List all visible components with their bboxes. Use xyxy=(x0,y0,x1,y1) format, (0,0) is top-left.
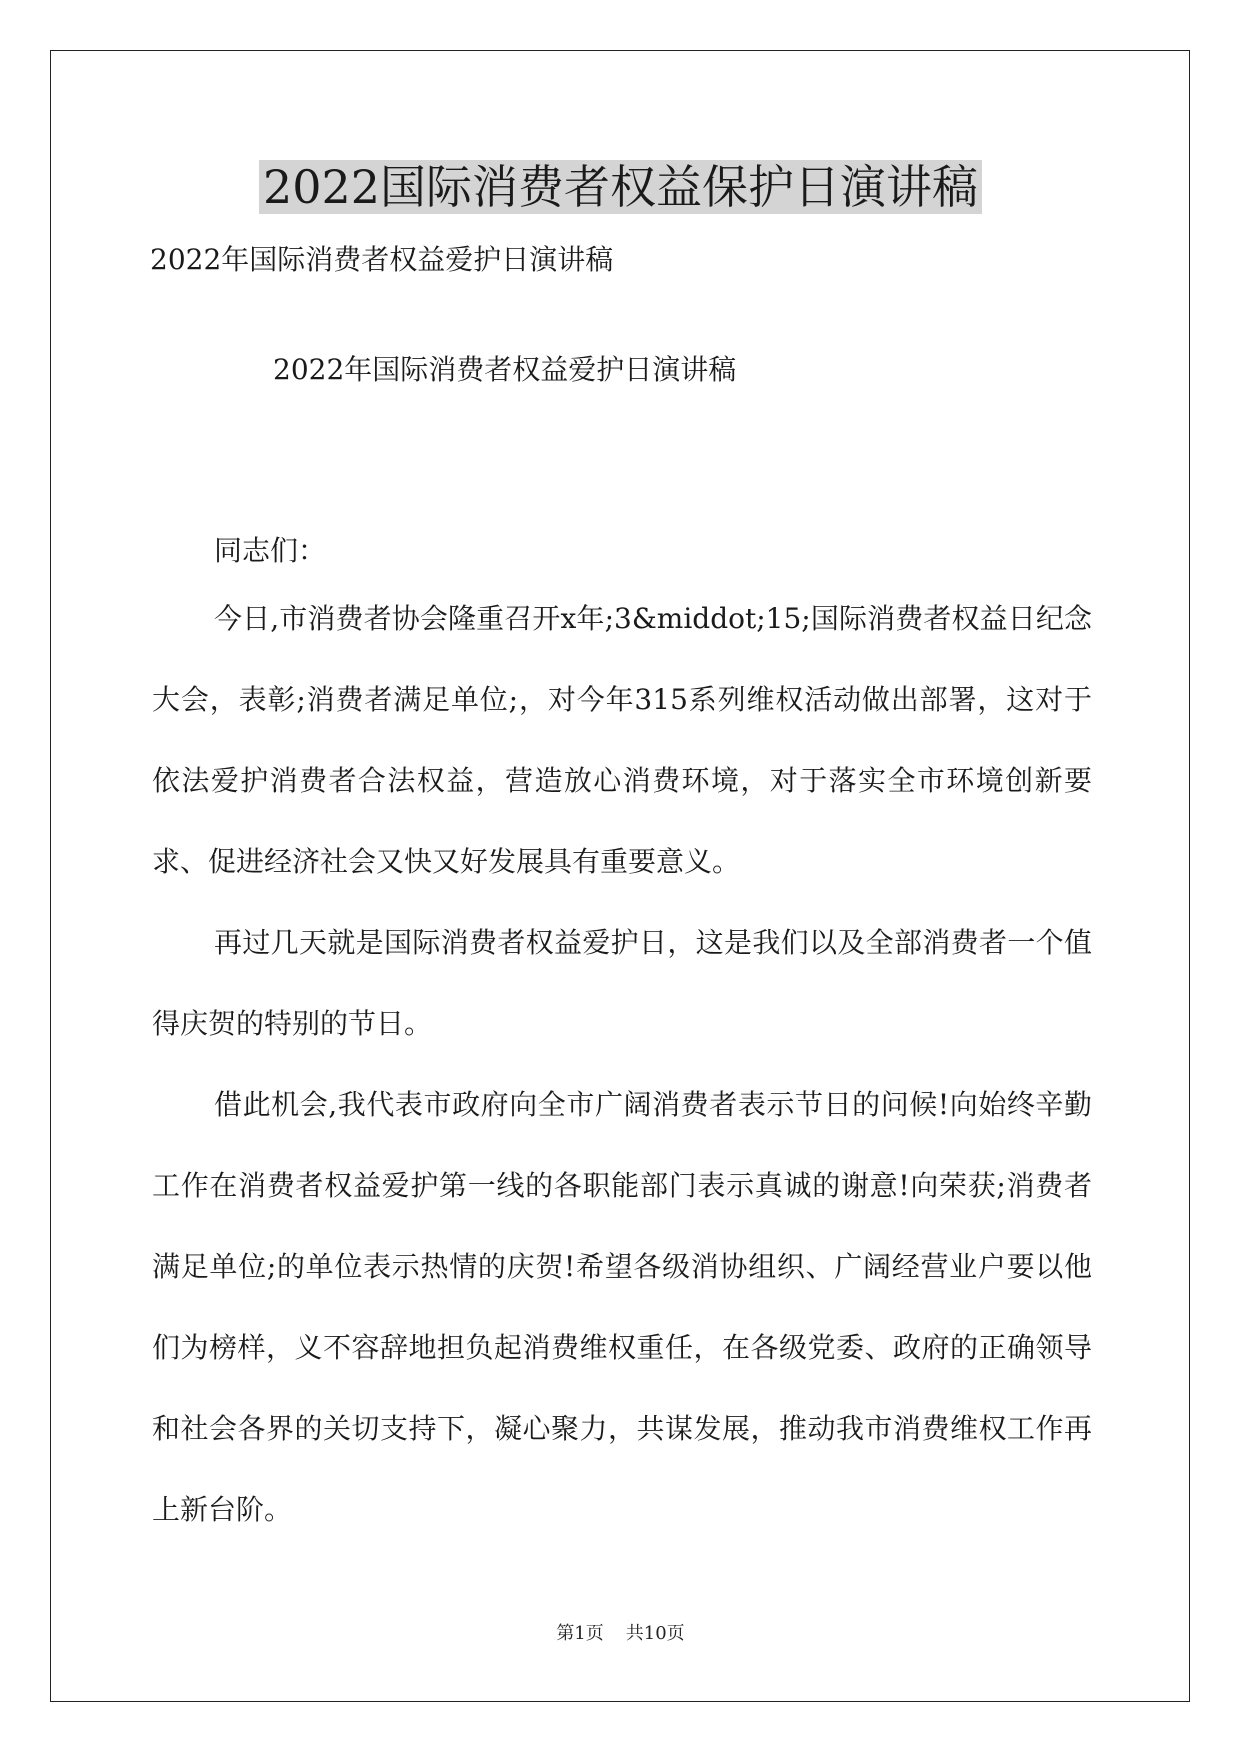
page-number: 第1页 xyxy=(556,1623,604,1644)
body-paragraph: 再过几天就是国际消费者权益爱护日，这是我们以及全部消费者一个值得庆贺的特别的节日。 xyxy=(152,926,1092,1040)
document-title-text: 2022国际消费者权益保护日演讲稿 xyxy=(259,160,982,214)
page-total: 共10页 xyxy=(625,1623,685,1644)
page-footer xyxy=(0,1622,1241,1646)
body-paragraph: 借此机会,我代表市政府向全市广阔消费者表示节日的问候!向始终辛勤工作在消费者权益爱护第一线的各职能部门表示真诚的谢意!向荣获;消费者满足单位;的单位表示热情的庆贺!希望各级消协组织、广阔经营业户要以他们为榜样，义不容辞地担负起消费维权重任，在各级党委、政府的正确领导和社会各界的关切支持下，凝心聚力，共谋发展，推动我市消费维权工作再上新台阶。 xyxy=(152,1088,1092,1526)
document-subtitle: 2022年国际消费者权益爱护日演讲稿 xyxy=(150,243,614,276)
body-paragraph: 今日,市消费者协会隆重召开x年;3&middot;15;国际消费者权益日纪念大会，表彰;消费者满足单位;，对今年315系列维权活动做出部署，这对于依法爱护消费者合法权益，营造放心消费环境，对于落实全市环境创新要求、促进经济社会又快又好发展具有重要意义。 xyxy=(152,602,1092,878)
document-subtitle-centered: 2022年国际消费者权益爱护日演讲稿 xyxy=(273,353,737,386)
greeting-paragraph: 同志们： xyxy=(214,534,327,567)
document-title xyxy=(0,158,1241,216)
